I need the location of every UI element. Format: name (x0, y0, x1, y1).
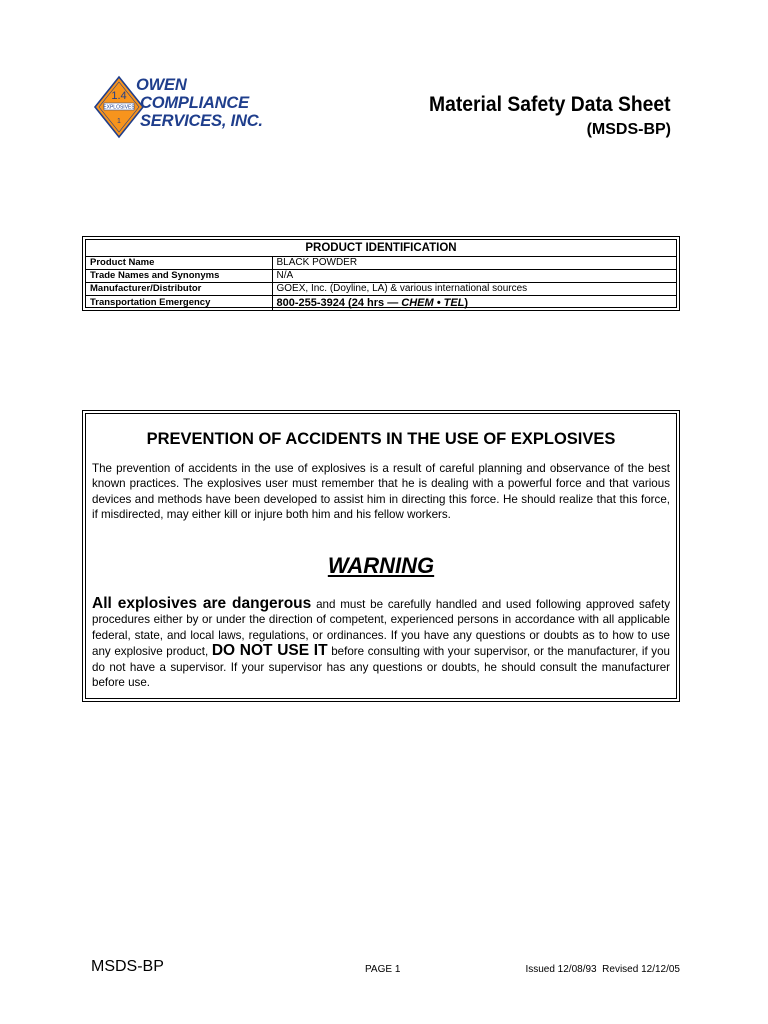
table-row (86, 282, 676, 295)
document-title-code: (MSDS-BP) (586, 121, 671, 138)
footer-page-number: PAGE 1 (365, 964, 401, 975)
document-title-main: Material Safety Data Sheet (429, 93, 671, 116)
footer-doc-code: MSDS-BP (91, 958, 164, 975)
product-identification-heading: PRODUCT IDENTIFICATION (86, 240, 676, 256)
product-identification-table (86, 240, 676, 310)
emergency-phone-suffix: ) (464, 296, 469, 309)
row-label: Trade Names and Synonyms (86, 269, 272, 282)
warning-lead: All explosives are dangerous (92, 595, 312, 612)
warning-paragraph (92, 596, 670, 690)
prevention-paragraph: The prevention of accidents in the use of explosives is a result of careful planning and observance of the best known practices. The explosives user must remember that he is dealing with a powerful force and that various devices and methods have been developed to assist him in directing this force. He should realize that this force, if misdirected, may either kill or injure both him and his fellow workers. (92, 462, 670, 522)
row-value: BLACK POWDER (272, 256, 676, 269)
footer-revision-dates: Issued 12/08/93 Revised 12/12/05 (525, 964, 680, 975)
company-name-line1: OWEN (136, 76, 187, 94)
emergency-phone-number: 800-255-3924 (24 hrs — (276, 296, 402, 309)
emergency-service-name: CHEM • TEL (401, 296, 465, 309)
product-identification-box (82, 236, 680, 311)
warning-text-part1: and must be carefully handled and used following approved safety procedures either by or under the direction of competent, experienced persons in accordance with all applicable federal, state, and local laws, regulations, or ordinances. If you have any questions or doubts as to how to use any explosive product, (92, 598, 670, 659)
company-logo (92, 74, 282, 140)
row-label: Product Name (86, 256, 272, 269)
prevention-box (82, 410, 680, 702)
placard-division: 1.4 (111, 90, 127, 102)
row-value: N/A (272, 269, 676, 282)
warning-heading: WARNING (327, 553, 435, 578)
row-value: GOEX, Inc. (Doyline, LA) & various international sources (272, 282, 676, 295)
placard-word: EXPLOSIVES (103, 104, 135, 111)
company-name (136, 76, 263, 130)
prevention-heading: PREVENTION OF ACCIDENTS IN THE USE OF EXPLOSIVES (146, 430, 616, 448)
row-label: Manufacturer/Distributor (86, 282, 272, 295)
warning-text-part2: before consulting with your supervisor, or the manufacturer, if you do not have a supervisor. If your supervisor has any questions or doubts, he should consult the manufacturer before use. (92, 645, 670, 690)
do-not-use-emphasis: DO NOT USE IT (211, 642, 328, 660)
document-title (408, 92, 671, 141)
row-label: Transportation Emergency (86, 295, 272, 310)
placard-class-number: 1 (117, 118, 121, 125)
table-row (86, 269, 676, 282)
table-row (86, 295, 676, 310)
emergency-phone (272, 295, 676, 310)
table-row (86, 256, 676, 269)
company-name-line2: COMPLIANCE (140, 94, 249, 112)
company-name-line3: SERVICES, INC. (140, 112, 263, 130)
